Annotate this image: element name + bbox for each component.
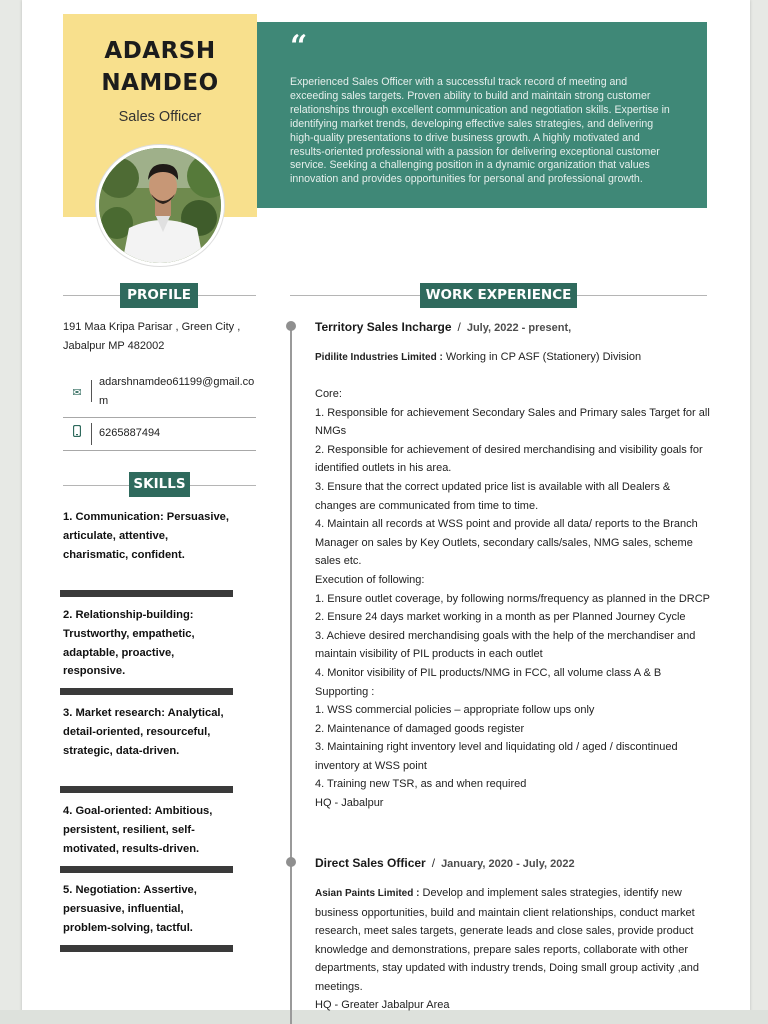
duty-line: 1. Responsible for achievement Secondary Sales and Primary sales Target for all NMGs (315, 406, 710, 438)
timeline-line (290, 326, 292, 1024)
duty-line: 2. Ensure 24 days market working in a month as per Planned Journey Cycle (315, 611, 686, 624)
company-description: Working in CP ASF (Stationery) Division (445, 351, 642, 363)
duty-line: 1. Ensure outlet coverage, by following norms/frequency as planned in the DRCP (315, 592, 710, 605)
job-dates: July, 2022 - present, (466, 322, 572, 334)
duty-line: 4. Training new TSR, as and when required (315, 778, 527, 791)
duty-line: HQ - Jabalpur (315, 797, 384, 810)
skill-item: 5. Negotiation: Assertive, persuasive, influential, problem-solving, tactful. (63, 884, 197, 934)
experience-heading: WORK EXPERIENCE (420, 283, 577, 308)
duty-line: HQ - Greater Jabalpur Area (315, 999, 450, 1011)
job-duties (315, 996, 713, 1015)
job-dates: January, 2020 - July, 2022 (441, 858, 575, 870)
duty-line: 3. Ensure that the correct updated price list is available with all Dealers & changes are communicated from time to time. (315, 480, 671, 512)
skill-bar (60, 590, 233, 597)
duty-line: Supporting : (315, 685, 375, 698)
skill-item: 3. Market research: Analytical, detail-oriented, resourceful, strategic, data-driven. (63, 707, 224, 757)
profile-heading: PROFILE (120, 283, 198, 308)
skill-bar (60, 688, 233, 695)
company-line (315, 348, 710, 368)
company-description: Develop and implement sales strategies, identify new business opportunities, build and maintain client relationships, conduct market research, meet sales targets, generate leads and close sales, provide product knowledge and demonstrations, prepare sales reports, collaborate with other departments, stay updated with industry trends, Doing small group activity ,and meetings. (315, 887, 699, 993)
email-address[interactable]: adarshnamdeo61199@gmail.com (99, 376, 255, 407)
duty-line: 2. Responsible for achievement of desired merchandising and visibility goals for identified outlets in his area. (315, 443, 703, 475)
timeline-dot (286, 321, 296, 331)
title-separator: / (457, 320, 461, 334)
contact-divider (91, 423, 92, 445)
candidate-name: ADARSH NAMDEO (101, 38, 219, 96)
title-separator: / (431, 856, 436, 870)
job-title: Direct Sales Officer (315, 856, 426, 870)
contact-divider (91, 380, 92, 402)
mobile-phone-icon (71, 425, 83, 444)
summary-panel (257, 22, 707, 208)
duty-line: 4. Maintain all records at WSS point and provide all data/ reports to the Branch Manager on sales by Key Outlets, secondary calls/sales, NMG sales, scheme sales etc. (315, 518, 698, 568)
duty-line: 4. Monitor visibility of PIL products/NMG in FCC, all volume class A & B (315, 666, 662, 679)
job-title-line (315, 856, 575, 870)
skill-item: 2. Relationship-building: Trustworthy, empathetic, adaptable, proactive, responsive. (63, 609, 195, 678)
timeline-dot (286, 857, 296, 867)
company-name: Pidilite Industries Limited : (315, 352, 443, 363)
address: 191 Maa Kripa Parisar , Green City , Jabalpur MP 482002 (63, 321, 241, 352)
duty-line: 3. Achieve desired merchandising goals with the help of the merchandiser and maintain visibility of PIL products in each outlet (315, 629, 696, 661)
skill-bar (60, 786, 233, 793)
skill-item: 1. Communication: Persuasive, articulate, attentive, charismatic, confident. (63, 511, 229, 561)
duty-line: Core: (315, 388, 342, 400)
quote-icon: “ (290, 29, 308, 64)
envelope-icon: ✉ (72, 387, 82, 399)
company-name: Asian Paints Limited : (315, 888, 420, 899)
profile-photo (96, 145, 224, 266)
duty-line: 1. WSS commercial policies – appropriate follow ups only (315, 704, 595, 717)
skills-heading: SKILLS (129, 472, 190, 497)
skill-bar (60, 945, 233, 952)
company-line (315, 884, 710, 997)
phone-row[interactable] (63, 418, 256, 451)
email-row[interactable] (63, 370, 256, 418)
job-duties (315, 385, 713, 813)
job-title-line (315, 320, 571, 334)
duty-line: 2. Maintenance of damaged goods register (315, 722, 525, 735)
job-title: Territory Sales Incharge (315, 320, 452, 334)
skill-bar (60, 866, 233, 873)
duty-line: 3. Maintaining right inventory level and liquidating old / aged / discontinued inventory at WSS point (315, 741, 678, 772)
phone-number[interactable]: 6265887494 (99, 427, 161, 439)
duty-line: Execution of following: (315, 573, 425, 586)
summary-text: Experienced Sales Officer with a successful track record of meeting and exceeding sales targets. Proven ability to build and maintain strong customer relationships through excellent communication and negotiation skills. Expertise in identifying market trends, developing effective sales strategies, and delivering high-quality presentations to drive business growth. A highly motivated and results-oriented professional with a passion for delivering exceptional customer service. Seeking a challenging position in a dynamic organization that values innovation and provides opportunities for personal and professional growth. (290, 76, 670, 186)
skill-item: 4. Goal-oriented: Ambitious, persistent, resilient, self-motivated, results-driven. (63, 805, 213, 855)
candidate-role: Sales Officer (118, 109, 202, 125)
